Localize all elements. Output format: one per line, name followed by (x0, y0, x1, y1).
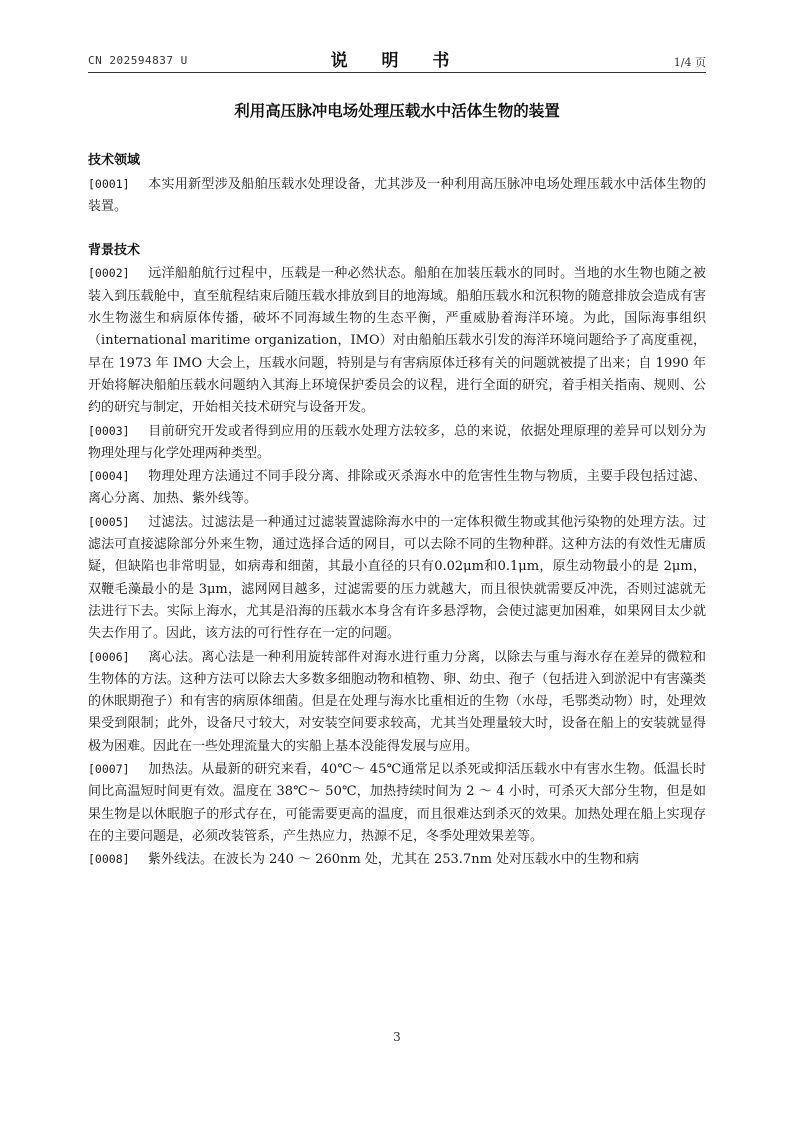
paragraph-text: 远洋船舶航行过程中，压载是一种必然状态。船舶在加装压载水的同时。当地的水生物也随之被装入到压载舱中，直至航程结束后随压载水排放到目的地海域。船舶压载水和沉积物的随意排放会造成有害水生物滋生和病原体传播，破坏不同海域生物的生态平衡，严重威胁着海洋环境。为此，国际海事组织（international maritime organization，IMO）对由船舶压载水引发的海洋环境问题给予了高度重视，早在 1973 年 IMO 大会上，压载水问题，特别是与有害病原体迁移有关的问题就被提了出来；自 1990 年开始将解决船舶压载水问题纳入其海上环境保护委员会的议程，进行全面的研究，着手相关指南、规则、公约的研究与制定，开始相关技术研究与设备开发。 (88, 266, 706, 416)
paragraph (88, 848, 706, 871)
page-header (88, 44, 706, 73)
document-title: 利用高压脉冲电场处理压载水中活体生物的装置 (234, 102, 560, 120)
paragraph-number: [0006] (88, 649, 130, 664)
paragraph (88, 173, 706, 219)
paragraph-number: [0004] (88, 469, 130, 484)
paragraph-number: [0002] (88, 266, 130, 281)
paragraph (88, 262, 706, 419)
document-body (88, 100, 706, 872)
section-heading: 技术领域 (88, 153, 141, 169)
paragraph-number: [0005] (88, 514, 130, 529)
paragraph-text: 本实用新型涉及船舶压载水处理设备，尤其涉及一种利用高压脉冲电场处理压载水中活体生物的装置。 (88, 176, 706, 214)
paragraph-text: 目前研究开发或者得到应用的压载水处理方法较多，总的来说，依据处理原理的差异可以划分为物理处理与化学处理两种类型。 (88, 423, 706, 461)
paragraph-number: [0007] (88, 762, 130, 777)
paragraph (88, 646, 706, 758)
section-heading: 背景技术 (88, 243, 141, 259)
paragraph-number: [0003] (88, 423, 130, 438)
paragraph (88, 758, 706, 848)
paragraph-text: 过滤法。过滤法是一种通过过滤装置滤除海水中的一定体积微生物或其他污染物的处理方法。过滤法可直接滤除部分外来生物，通过选择合适的网目，可以去除不同的生物种群。这种方法的有效性无庸质疑，但缺陷也非常明显，如病毒和细菌，其最小直径的只有0.02μm和0.1μm，原生动物最小的是 2μm，双鞭毛藻最小的是 3μm，滤网网目越多，过滤需要的压力就越大，而且很快就需要反冲洗，否则过滤就无法进行下去。实际上海水，尤其是沿海的压载水本身含有许多悬浮物，会使过滤更加困难，如果网目太少就失去作用了。因此，该方法的可行性存在一定的问题。 (88, 514, 706, 642)
paragraph (88, 465, 706, 511)
paragraph (88, 420, 706, 466)
section-technical-field (88, 150, 706, 218)
page-info: 1/4 页 (673, 56, 706, 69)
section-background (88, 240, 706, 871)
document-type: 说 明 书 (330, 51, 464, 71)
page-number: 3 (393, 1030, 401, 1044)
paragraph (88, 511, 706, 646)
paragraph-number: [0001] (88, 176, 130, 191)
paragraph-text: 物理处理方法通过不同手段分离、排除或灭杀海水中的危害性生物与物质，主要手段包括过滤、离心分离、加热、紫外线等。 (88, 469, 706, 507)
paragraph-text: 加热法。从最新的研究来看，40℃～ 45℃通常足以杀死或抑活压载水中有害水生物。低温长时间比高温短时间更有效。温度在 38℃～ 50℃，加热持续时间为 2 ～ 4 小时，可杀灭大部分生物，但是如果生物是以休眠胞子的形式存在，可能需要更高的温度，而且很难达到杀灭的效果。加热处理在船上实现存在的主要问题是，必须改装管系，产生热应力，热源不足，冬季处理效果差等。 (88, 762, 706, 844)
publication-number: CN 202594837 U (88, 54, 188, 67)
paragraph-text: 离心法。离心法是一种利用旋转部件对海水进行重力分离，以除去与重与海水存在差异的微粒和生物体的方法。这种方法可以除去大多数多细胞动物和植物、卵、幼虫、孢子（包括进入到淤泥中有害藻类的休眠期孢子）和有害的病原体细菌。但是在处理与海水比重相近的生物（水母，毛鄂类动物）时，处理效果受到限制；此外，设备尺寸较大，对安装空间要求较高，尤其当处理量较大时，设备在船上的安装就显得极为困难。因此在一些处理流量大的实船上基本没能得发展与应用。 (88, 649, 706, 754)
paragraph-number: [0008] (88, 852, 130, 867)
paragraph-text: 紫外线法。在波长为 240 ～ 260nm 处，尤其在 253.7nm 处对压载水中的生物和病 (148, 852, 640, 868)
